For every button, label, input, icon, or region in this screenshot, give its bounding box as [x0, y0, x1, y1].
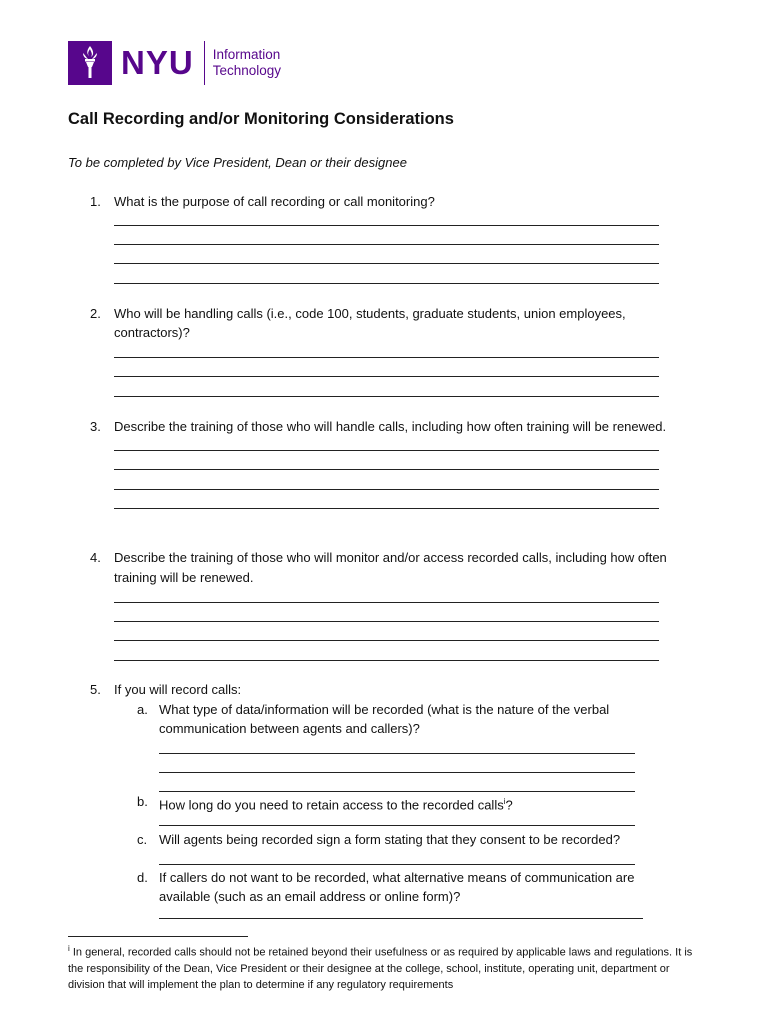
answer-line[interactable]: [159, 864, 635, 865]
footnote-marker: i: [68, 944, 70, 953]
logo-divider: [204, 41, 205, 85]
torch-icon: [68, 41, 112, 85]
subquestion-a: [137, 700, 697, 740]
answer-line[interactable]: [114, 396, 659, 397]
footnote-text: In general, recorded calls should not be retained beyond their usefulness or as required by applicable laws and regulations. It is the responsibility of the Dean, Vice President or their designee at the college, school, institute, operating unit, department or division that will implement the plan to determine if any regulatory requirements: [68, 946, 693, 991]
question-1: [90, 192, 730, 212]
answer-line[interactable]: [114, 263, 659, 264]
answer-line[interactable]: [159, 825, 635, 826]
answer-line[interactable]: [114, 640, 659, 641]
answer-line[interactable]: [114, 244, 659, 245]
logo-wordmark: NYU: [121, 44, 194, 81]
answer-line[interactable]: [114, 225, 659, 226]
answer-line[interactable]: [114, 469, 659, 470]
subquestion-text: If callers do not want to be recorded, what alternative means of communication are: [159, 870, 635, 885]
nyu-it-logo: [68, 41, 281, 85]
answer-line[interactable]: [159, 918, 643, 919]
subquestion-b: [137, 792, 697, 812]
subquestion-text: Will agents being recorded sign a form stating that they consent to be recorded?: [159, 832, 621, 847]
subquestion-letter: b.: [137, 794, 148, 809]
question-text: If you will record calls:: [114, 682, 242, 697]
logo-department: Information Technology: [212, 47, 281, 78]
question-number: 2.: [90, 306, 101, 321]
subquestion-letter: a.: [137, 702, 148, 717]
subquestion-text-cont: available (such as an email address or online form)?: [159, 889, 461, 904]
answer-line[interactable]: [114, 602, 659, 603]
answer-line[interactable]: [159, 753, 635, 754]
footnote-rule: [68, 936, 248, 937]
question-text: Describe the training of those who will handle calls, including how often training will be renewed.: [114, 419, 667, 434]
question-text: What is the purpose of call recording or call monitoring?: [114, 194, 435, 209]
document-title: Call Recording and/or Monitoring Considerations: [68, 110, 454, 128]
subquestion-text-cont: communication between agents and callers)?: [159, 721, 420, 736]
answer-line[interactable]: [114, 357, 659, 358]
answer-line[interactable]: [114, 450, 659, 451]
question-text: Describe the training of those who will monitor and/or access recorded calls, including how often: [114, 550, 667, 565]
question-4: [90, 548, 730, 588]
answer-line[interactable]: [114, 621, 659, 622]
subquestion-c: [137, 830, 697, 850]
subquestion-letter: c.: [137, 832, 148, 847]
question-text-cont: training will be renewed.: [114, 570, 254, 585]
question-number: 4.: [90, 550, 101, 565]
question-number: 3.: [90, 419, 101, 434]
subquestion-d: [137, 868, 697, 908]
question-text-cont: contractors)?: [114, 325, 190, 340]
answer-line[interactable]: [114, 283, 659, 284]
question-text: Who will be handling calls (i.e., code 100, students, graduate students, union employees,: [114, 306, 626, 321]
question-number: 5.: [90, 682, 101, 697]
footnote: [68, 941, 708, 993]
subquestion-letter: d.: [137, 870, 148, 885]
footnote-ref[interactable]: i: [503, 797, 506, 806]
answer-line[interactable]: [159, 772, 635, 773]
subquestion-text: What type of data/information will be recorded (what is the nature of the verbal: [159, 702, 610, 717]
question-3: [90, 417, 730, 437]
answer-line[interactable]: [114, 508, 659, 509]
question-2: [90, 304, 730, 344]
answer-line[interactable]: [114, 376, 659, 377]
document-subtitle: To be completed by Vice President, Dean or their designee: [68, 155, 407, 170]
answer-line[interactable]: [114, 489, 659, 490]
question-5: [90, 680, 730, 700]
subquestion-text: How long do you need to retain access to the recorded calls$^i$?: [159, 797, 513, 813]
question-number: 1.: [90, 194, 101, 209]
answer-line[interactable]: [114, 660, 659, 661]
